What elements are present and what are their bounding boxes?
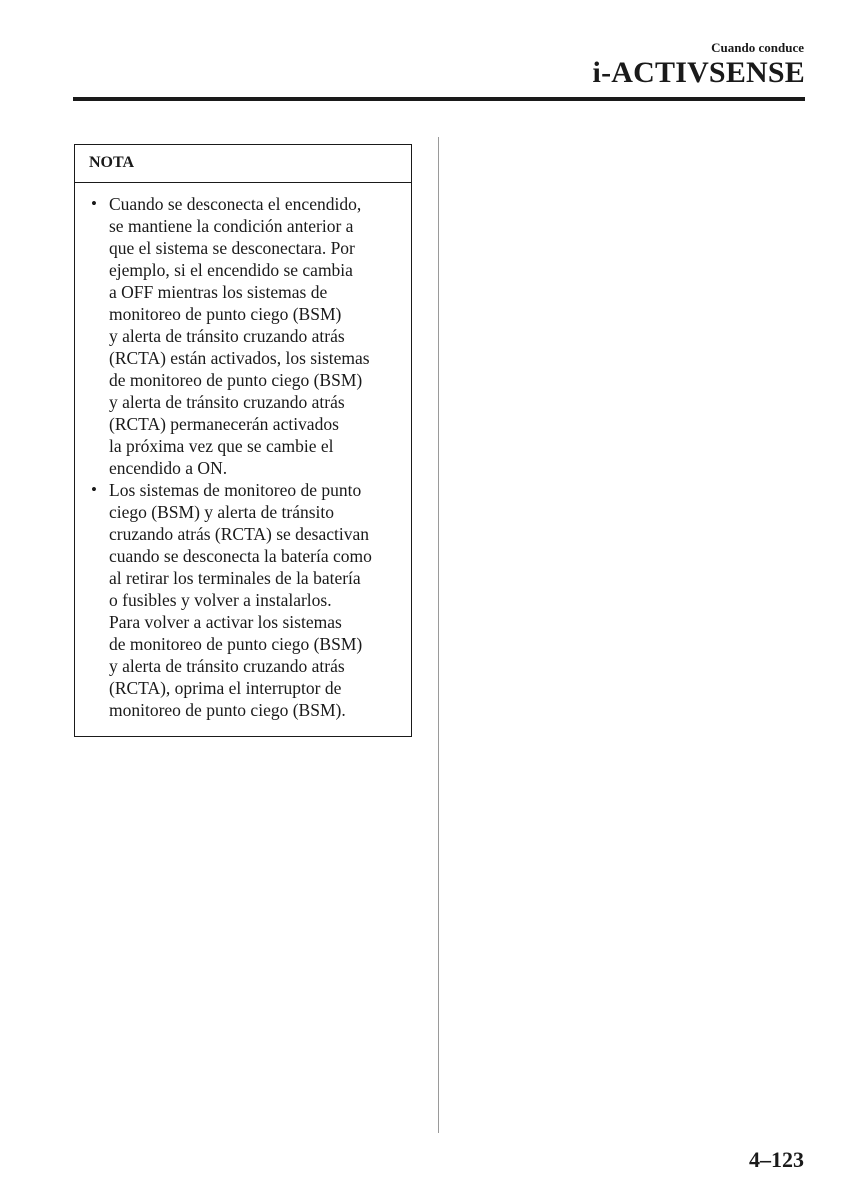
- note-text-line: cuando se desconecta la batería como: [109, 546, 372, 566]
- bullet-icon: •: [91, 480, 97, 499]
- note-text-line: ejemplo, si el encendido se cambia: [109, 260, 353, 280]
- note-text-line: ciego (BSM) y alerta de tránsito: [109, 502, 335, 522]
- note-text-line: monitoreo de punto ciego (BSM).: [109, 700, 346, 720]
- bullet-icon: •: [91, 194, 97, 213]
- note-text-line: cruzando atrás (RCTA) se desactivan: [109, 524, 370, 544]
- note-text-line: a OFF mientras los sistemas de: [109, 282, 328, 302]
- note-box: [74, 144, 412, 737]
- note-text-line: monitoreo de punto ciego (BSM): [109, 304, 342, 324]
- section-title: Cuando conduce: [711, 40, 804, 55]
- note-text-line: y alerta de tránsito cruzando atrás: [109, 392, 345, 412]
- note-text-line: (RCTA) permanecerán activados: [109, 414, 339, 434]
- note-list-item: [75, 193, 411, 479]
- note-text-line: Cuando se desconecta el encendido,: [109, 194, 362, 214]
- column-divider: [438, 137, 439, 1133]
- note-text-line: y alerta de tránsito cruzando atrás: [109, 656, 345, 676]
- header-rule: [73, 97, 805, 101]
- note-text-line: la próxima vez que se cambie el: [109, 436, 334, 456]
- note-text-line: que el sistema se desconectara. Por: [109, 238, 355, 258]
- note-list: [75, 183, 411, 721]
- note-text-line: encendido a ON.: [109, 458, 228, 478]
- note-text-line: (RCTA) están activados, los sistemas: [109, 348, 370, 368]
- note-text-line: Para volver a activar los sistemas: [109, 612, 342, 632]
- page-number: 4–123: [749, 1147, 804, 1172]
- note-text-line: al retirar los terminales de la batería: [109, 568, 361, 588]
- note-text-line: Los sistemas de monitoreo de punto: [109, 480, 362, 500]
- note-list-item: [75, 479, 411, 721]
- note-text-line: de monitoreo de punto ciego (BSM): [109, 370, 363, 390]
- note-heading: NOTA: [75, 145, 411, 183]
- note-text-line: y alerta de tránsito cruzando atrás: [109, 326, 345, 346]
- note-text-line: se mantiene la condición anterior a: [109, 216, 354, 236]
- note-text-line: de monitoreo de punto ciego (BSM): [109, 634, 363, 654]
- chapter-title: i-ACTIVSENSE: [592, 56, 805, 89]
- note-text-line: (RCTA), oprima el interruptor de: [109, 678, 342, 698]
- note-text-line: o fusibles y volver a instalarlos.: [109, 590, 332, 610]
